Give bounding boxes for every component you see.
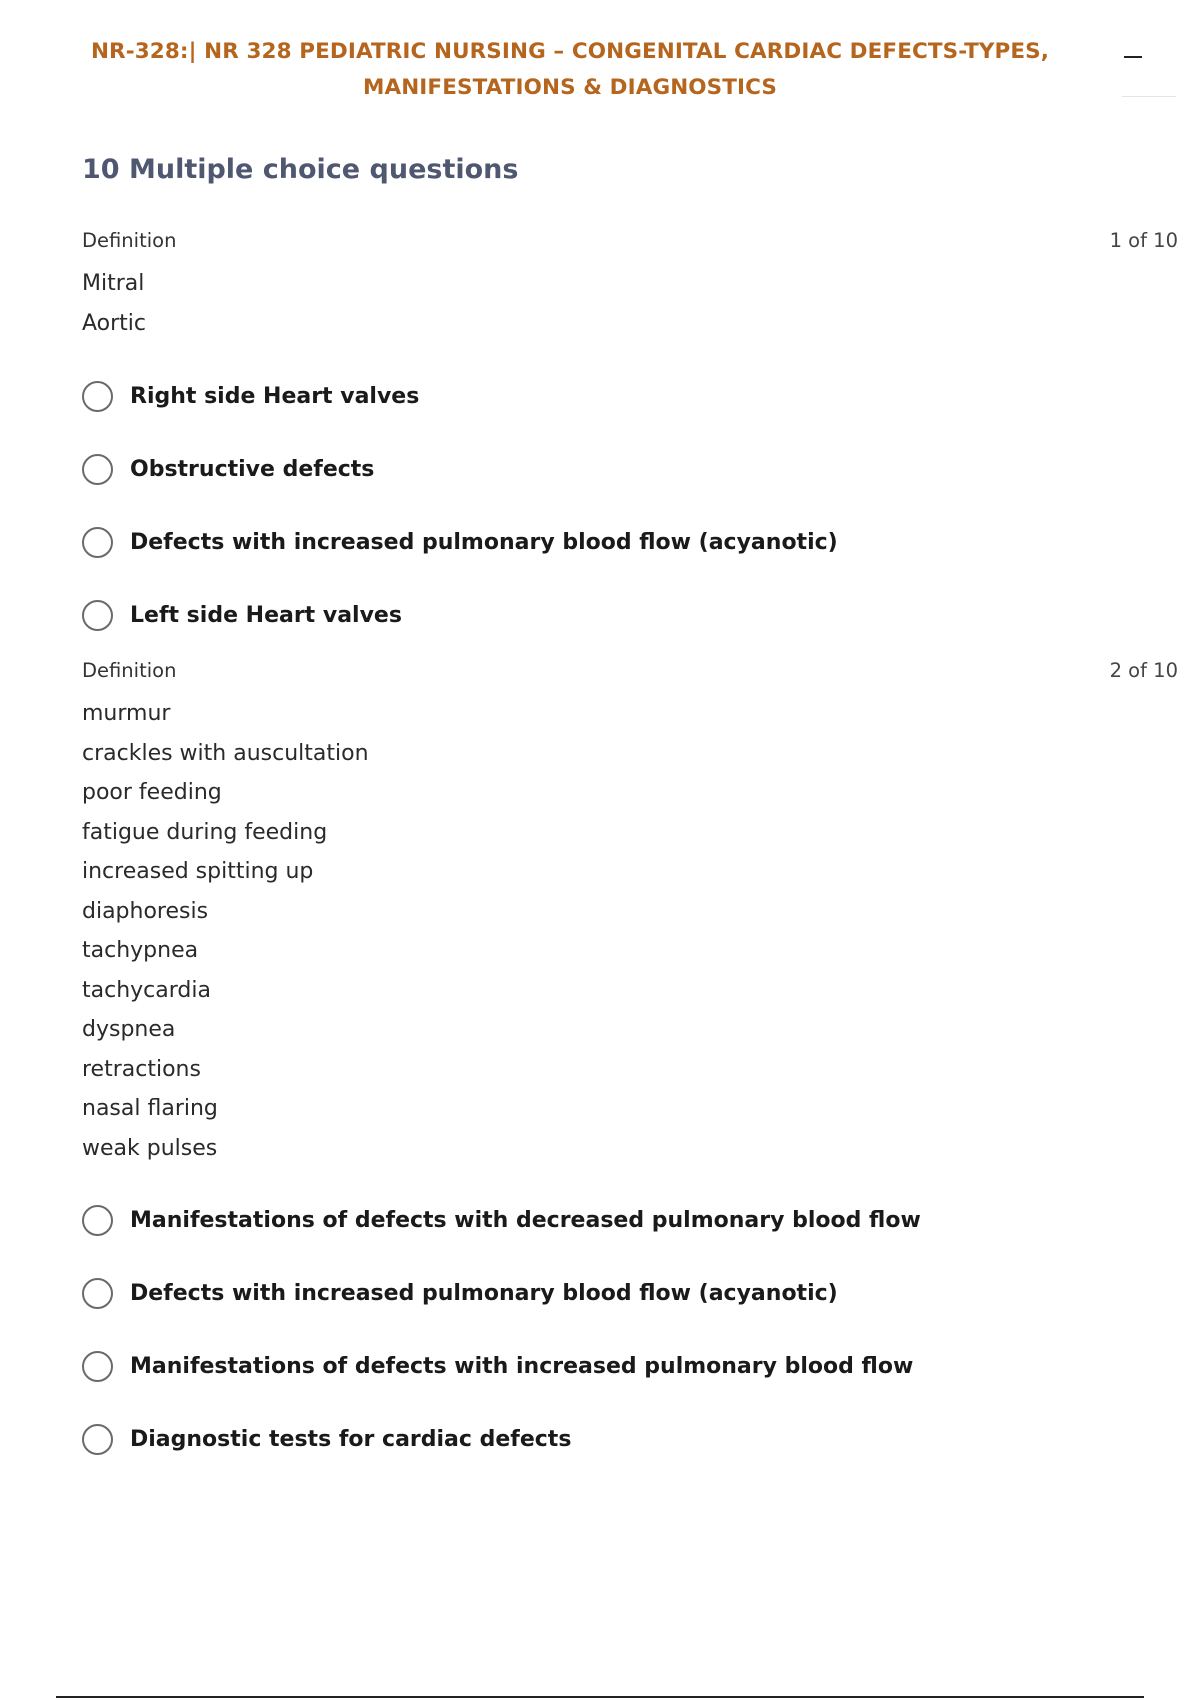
definition-term: crackles with auscultation — [82, 740, 369, 766]
definition-term: nasal flaring — [82, 1096, 218, 1121]
definition-term: Mitral — [82, 271, 145, 296]
question-header — [82, 656, 1178, 686]
header-title-line-1: NR-328:| NR 328 PEDIATRIC NURSING – CONGENITAL CARDIAC DEFECTS-TYPES, — [90, 39, 1050, 64]
answer-option[interactable] — [82, 1257, 1178, 1330]
radio-button[interactable] — [82, 381, 113, 412]
answer-option[interactable] — [82, 1330, 1178, 1403]
radio-button[interactable] — [82, 454, 113, 485]
answer-options — [82, 1184, 1178, 1476]
answer-option-label: Obstructive defects — [130, 456, 375, 482]
radio-button[interactable] — [82, 1278, 113, 1309]
definition-term: poor feeding — [82, 780, 222, 805]
answer-option-label: Right side Heart valves — [130, 383, 420, 409]
answer-option-label: Manifestations of defects with increased pulmonary blood flow — [130, 1353, 914, 1379]
header-divider — [1122, 96, 1176, 97]
header-title-line-2: MANIFESTATIONS & DIAGNOSTICS — [362, 75, 777, 100]
radio-button[interactable] — [82, 1424, 113, 1455]
definition-term: Aortic — [82, 311, 147, 336]
question-card-2 — [82, 656, 1178, 1476]
answer-option[interactable] — [82, 579, 1178, 652]
definition-term: murmur — [82, 701, 171, 726]
definition-terms — [82, 264, 1178, 344]
definition-term: diaphoresis — [82, 898, 209, 924]
answer-option[interactable] — [82, 1184, 1178, 1257]
section-title: 10 Multiple choice questions — [82, 154, 519, 185]
definition-term: fatigue during feeding — [82, 819, 328, 845]
answer-option[interactable] — [82, 360, 1178, 433]
definition-term: dyspnea — [82, 1017, 176, 1042]
radio-button[interactable] — [82, 600, 113, 631]
definition-term: tachycardia — [82, 977, 211, 1003]
answer-option[interactable] — [82, 506, 1178, 579]
answer-option-label: Manifestations of defects with decreased pulmonary blood flow — [130, 1207, 921, 1233]
footer-divider — [56, 1696, 1144, 1698]
definition-terms — [82, 694, 1178, 1168]
definition-term: weak pulses — [82, 1135, 218, 1161]
question-kind-label: Definition — [82, 229, 177, 252]
header-dash-mark — [1124, 56, 1142, 58]
question-counter: 2 of 10 — [1109, 659, 1178, 682]
definition-term: increased spitting up — [82, 859, 314, 884]
question-header — [82, 226, 1178, 256]
question-card-1 — [82, 226, 1178, 652]
answer-option-label: Left side Heart valves — [130, 602, 402, 628]
question-counter: 1 of 10 — [1109, 229, 1178, 252]
answer-option[interactable] — [82, 433, 1178, 506]
answer-option-label: Defects with increased pulmonary blood flow (acyanotic) — [130, 1280, 838, 1306]
radio-button[interactable] — [82, 1351, 113, 1382]
answer-option[interactable] — [82, 1403, 1178, 1476]
radio-button[interactable] — [82, 527, 113, 558]
answer-option-label: Defects with increased pulmonary blood flow (acyanotic) — [130, 529, 838, 555]
definition-term: tachypnea — [82, 938, 199, 963]
document-header — [40, 34, 1100, 106]
answer-options — [82, 360, 1178, 652]
definition-term: retractions — [82, 1056, 201, 1082]
answer-option-label: Diagnostic tests for cardiac defects — [130, 1426, 572, 1452]
radio-button[interactable] — [82, 1205, 113, 1236]
question-kind-label: Definition — [82, 659, 177, 682]
